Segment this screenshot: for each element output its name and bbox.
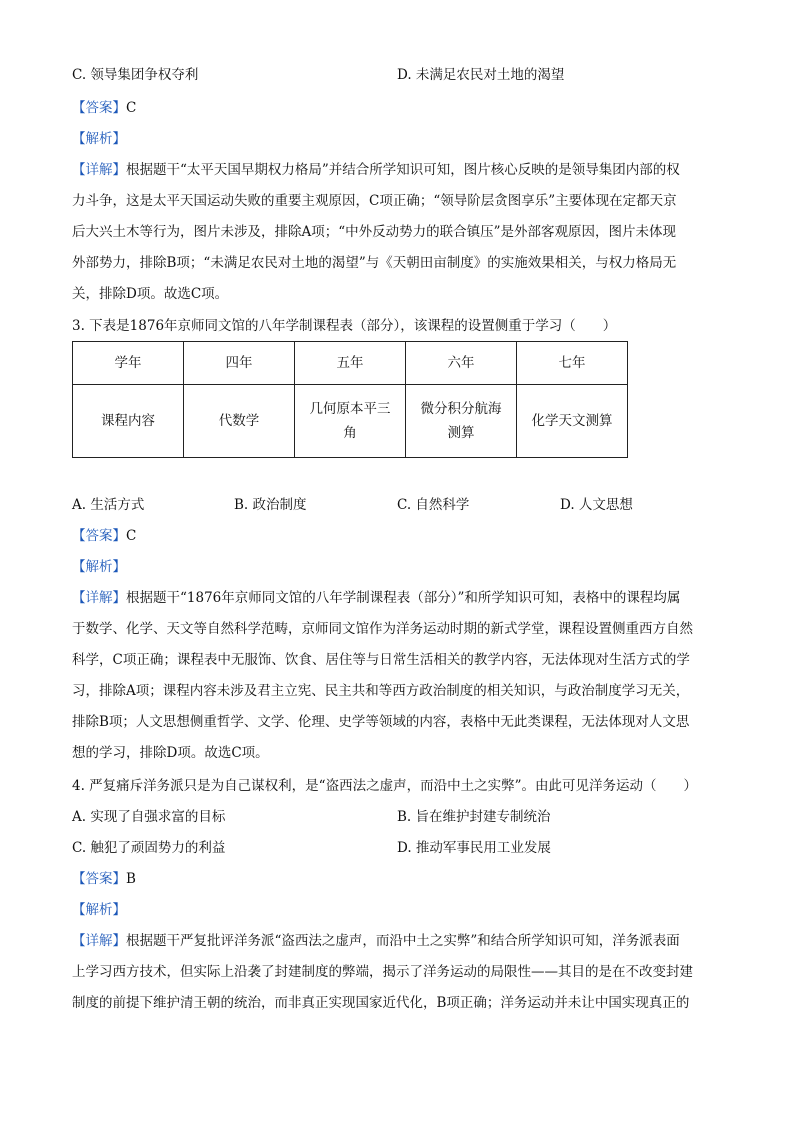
q4-option-a: A. 实现了自强求富的目标: [72, 809, 226, 825]
detail-text: 根据题干“太平天国早期权力格局”并结合所学知识可知，图片核心反映的是领导集团内部的权: [126, 162, 680, 178]
q3-detail-line: 科学，C项正确；课程表中无服饰、饮食、居住等与日常生活相关的教学内容，无法体现对生活方式的学: [72, 652, 690, 668]
detail-text: 根据题干“1876年京师同文馆的八年学制课程表（部分）”和所学知识可知，表格中的课程均属: [126, 590, 681, 606]
table-header-row: [73, 342, 628, 385]
q4-detail-line: 上学习西方技术，但实际上沿袭了封建制度的弊端，揭示了洋务运动的局限性——其目的是在不改变封建: [72, 964, 693, 980]
cell-text: 测算: [447, 425, 475, 441]
q3-detail-line: 于数学、化学、天文等自然科学范畴，京师同文馆作为洋务运动时期的新式学堂，课程设置侧重西方自然: [72, 621, 693, 637]
table-header-cell: 四年: [184, 342, 295, 385]
q3-detail-line: 排除B项；人文思想侧重哲学、文学、伦理、史学等领域的内容，表格中无此类课程，无法体现对人文思: [72, 714, 690, 730]
analysis-tag: 【解析】: [72, 131, 126, 147]
analysis-tag: 【解析】: [72, 559, 126, 575]
table-cell: [184, 385, 295, 458]
answer-value: B: [126, 871, 136, 887]
table-header-cell: 学年: [73, 342, 184, 385]
cell-text: 化学天文测算: [531, 413, 613, 429]
table-cell: [517, 385, 628, 458]
answer-tag: 【答案】: [72, 871, 126, 887]
answer-tag: 【答案】: [72, 100, 126, 116]
q2-option-d: D. 未满足农民对土地的渴望: [397, 67, 565, 83]
q3-option-d: D. 人文思想: [560, 497, 633, 513]
course-table: [72, 341, 628, 458]
table-cell: [406, 385, 517, 458]
cell-text: 几何原本平三: [309, 401, 391, 417]
table-row: [73, 385, 628, 458]
q3-stem: 3. 下表是1876年京师同文馆的八年学制课程表（部分），该课程的设置侧重于学习（ ）: [72, 318, 617, 334]
detail-tag: 【详解】: [72, 162, 126, 178]
q2-option-c: C. 领导集团争权夺利: [72, 67, 199, 83]
analysis-tag: 【解析】: [72, 902, 126, 918]
q4-analysis-heading: [72, 899, 722, 921]
q4-answer: [72, 868, 722, 890]
q2-detail-line: 后大兴土木等行为，图片未涉及，排除A项；“中外反动势力的联合镇压”是外部客观原因，图片未体现: [72, 224, 677, 240]
q4-option-d: D. 推动军事民用工业发展: [397, 840, 551, 856]
answer-value: C: [126, 100, 137, 116]
q3-option-a: A. 生活方式: [72, 497, 145, 513]
table-header-cell: 七年: [517, 342, 628, 385]
q2-detail-line: 力斗争，这是太平天国运动失败的重要主观原因，C项正确；“领导阶层贪图享乐”主要体现在定都天京: [72, 193, 677, 209]
q3-detail-line: [72, 587, 722, 609]
q3-analysis-heading: [72, 556, 722, 578]
q3-detail-line: 想的学习，排除D项。故选C项。: [72, 745, 269, 761]
q2-detail-line: 关，排除D项。故选C项。: [72, 286, 229, 302]
detail-tag: 【详解】: [72, 933, 126, 949]
table-header-cell: 六年: [406, 342, 517, 385]
table-header-cell: 五年: [295, 342, 406, 385]
q4-option-b: B. 旨在维护封建专制统治: [397, 809, 551, 825]
answer-value: C: [126, 528, 137, 544]
q4-stem: 4. 严复痛斥洋务派只是为自己谋权利，是“盗西法之虚声，而沿中土之实弊”。由此可见洋务运动（ ）: [72, 778, 697, 794]
q2-detail-line: 外部势力，排除B项；“未满足农民对土地的渴望”与《天朝田亩制度》的实施效果相关，与权力格局无: [72, 255, 677, 271]
q3-detail-line: 习，排除A项；课程内容未涉及君主立宪、民主共和等西方政治制度的相关知识，与政治制度学习无关，: [72, 683, 690, 699]
detail-tag: 【详解】: [72, 590, 126, 606]
answer-tag: 【答案】: [72, 528, 126, 544]
cell-text: 代数学: [218, 413, 260, 429]
q4-detail-line: 制度的前提下维护清王朝的统治，而非真正实现国家近代化，B项正确；洋务运动并未让中国实现真正的: [72, 995, 690, 1011]
detail-text: 根据题干严复批评洋务派“盗西法之虚声，而沿中土之实弊”和结合所学知识可知，洋务派表面: [126, 933, 680, 949]
q3-answer: [72, 525, 722, 547]
q2-answer: [72, 97, 722, 119]
q2-detail-line: [72, 159, 722, 181]
q2-analysis-heading: [72, 128, 722, 150]
q3-option-b: B. 政治制度: [234, 497, 307, 513]
q4-option-c: C. 触犯了顽固势力的利益: [72, 840, 226, 856]
q4-detail-line: [72, 930, 722, 952]
cell-text: 微分积分航海: [420, 401, 502, 417]
q3-option-c: C. 自然科学: [397, 497, 470, 513]
cell-text: 角: [343, 425, 357, 441]
table-row-label: 课程内容: [73, 385, 184, 458]
table-cell: [295, 385, 406, 458]
